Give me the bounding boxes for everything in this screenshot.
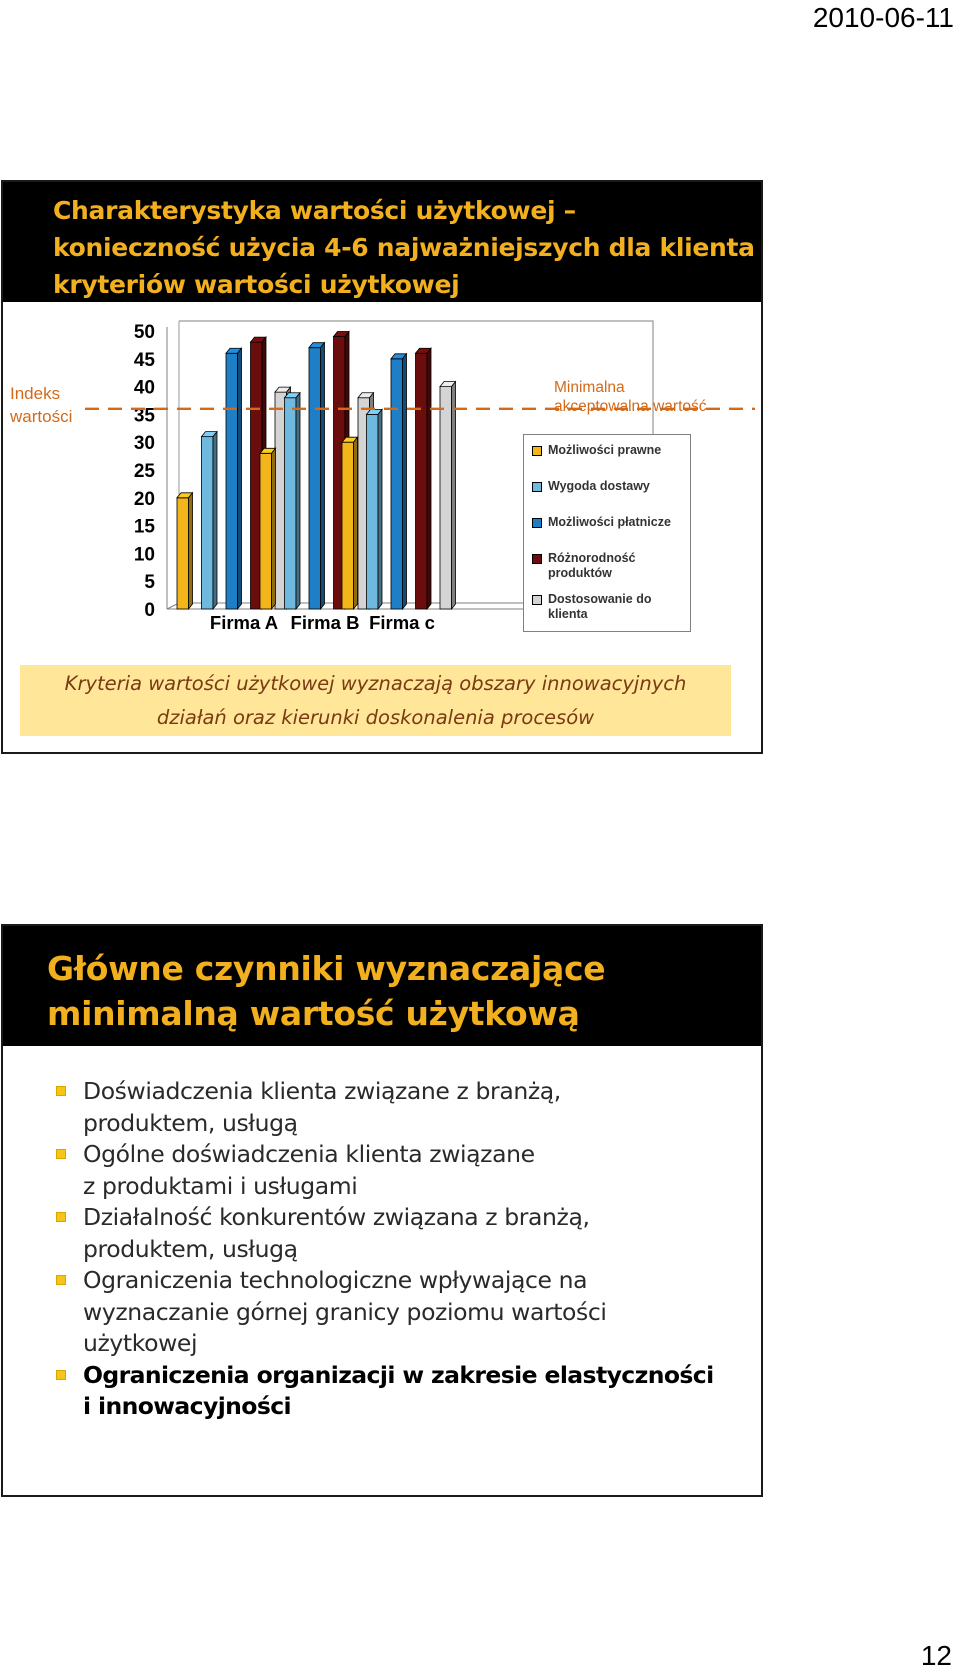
slide-value-characteristics bbox=[1, 180, 763, 754]
min-label-line: Minimalna bbox=[554, 379, 625, 396]
bullet-line: produktem, usługą bbox=[83, 1234, 298, 1263]
legend-item bbox=[532, 479, 650, 494]
legend-label bbox=[548, 515, 671, 530]
legend-label-line: Możliwości płatnicze bbox=[548, 515, 671, 529]
bar-side bbox=[452, 382, 456, 609]
bullet-line: i innowacyjności bbox=[83, 1392, 292, 1420]
y-tick-label: 35 bbox=[133, 405, 155, 427]
legend-label-line: Dostosowanie do bbox=[548, 592, 652, 606]
bar-front bbox=[440, 387, 452, 609]
legend-label-line: klienta bbox=[548, 607, 588, 621]
legend-label bbox=[548, 479, 650, 494]
caption-line: działań oraz kierunki doskonalenia procesów bbox=[156, 706, 595, 729]
bullet-square-icon bbox=[56, 1212, 66, 1222]
bar-front bbox=[391, 359, 403, 609]
bullet-line: Ogólne doświadczenia klienta związane bbox=[83, 1140, 535, 1168]
legend-label bbox=[548, 551, 636, 581]
bullet-item bbox=[3, 1360, 761, 1423]
bar-front bbox=[342, 442, 354, 609]
bullet-item bbox=[3, 1076, 761, 1139]
legend-label-line: Wygoda dostawy bbox=[548, 479, 650, 493]
bar-side bbox=[403, 354, 407, 609]
caption-line: Kryteria wartości użytkowej wyznaczają obszary innowacyjnych bbox=[64, 672, 687, 695]
x-category-label: Firma c bbox=[369, 612, 435, 632]
bar-side bbox=[378, 409, 382, 609]
index-label-line: wartości bbox=[10, 407, 73, 426]
bullet-list bbox=[3, 1076, 761, 1423]
y-tick-label: 25 bbox=[133, 461, 155, 482]
bar-front bbox=[177, 498, 189, 609]
bullet-square-icon bbox=[56, 1275, 66, 1285]
y-tick-label: 0 bbox=[144, 600, 155, 621]
y-tick-label: 10 bbox=[133, 544, 155, 566]
slide-title-line: kryteriów wartości użytkowej bbox=[53, 270, 460, 299]
min-label-line: akceptowalna wartość bbox=[554, 398, 707, 415]
bar-front bbox=[367, 414, 379, 609]
y-tick-label: 30 bbox=[133, 433, 155, 455]
slide-title-line: minimalną wartość użytkową bbox=[47, 994, 580, 1033]
bullet-square-icon bbox=[56, 1149, 66, 1159]
legend-item bbox=[532, 551, 636, 581]
legend-swatch bbox=[532, 518, 542, 528]
legend-label-line: produktów bbox=[548, 566, 612, 580]
bullet-item bbox=[3, 1202, 761, 1265]
y-tick-label: 20 bbox=[133, 488, 155, 510]
bar-side bbox=[272, 448, 276, 609]
bar-chart bbox=[3, 302, 761, 632]
legend-swatch bbox=[532, 595, 542, 605]
bar-side bbox=[189, 493, 193, 609]
y-tick-label: 15 bbox=[133, 516, 155, 538]
y-tick-label: 50 bbox=[133, 322, 155, 343]
index-label-line: Indeks bbox=[10, 384, 61, 403]
bullet-line: Ograniczenia technologiczne wpływające na bbox=[83, 1266, 588, 1294]
bar-side bbox=[427, 348, 431, 609]
page-number: 12 bbox=[920, 1640, 952, 1671]
legend-item bbox=[532, 443, 661, 458]
chart-caption bbox=[20, 665, 731, 736]
bullet-line: Doświadczenia klienta związane z branżą, bbox=[83, 1077, 561, 1105]
bullet-line: produktem, usługą bbox=[83, 1108, 298, 1137]
legend-label-line: Możliwości prawne bbox=[548, 443, 662, 457]
bullet-item bbox=[3, 1265, 761, 1360]
bullet-line: wyznaczanie górnej granicy poziomu wartości bbox=[83, 1297, 607, 1326]
bullet-line: z produktami i usługami bbox=[83, 1171, 358, 1200]
bar-side bbox=[238, 348, 242, 609]
y-tick-label: 5 bbox=[144, 572, 155, 594]
x-category-label: Firma A bbox=[209, 612, 279, 632]
date-stamp: 2010-06-11 bbox=[812, 2, 954, 33]
x-category-label: Firma B bbox=[290, 612, 360, 632]
legend-label-line: Różnorodność bbox=[548, 551, 636, 565]
bullet-line: Działalność konkurentów związana z branżą, bbox=[83, 1203, 590, 1231]
bar-front bbox=[309, 348, 321, 609]
slide-title-line: Główne czynniki wyznaczające bbox=[47, 949, 606, 988]
bar-front bbox=[260, 453, 272, 609]
slide-title bbox=[3, 926, 761, 1046]
bar-side bbox=[354, 437, 358, 609]
bar-side bbox=[213, 432, 217, 609]
legend-swatch bbox=[532, 482, 542, 492]
bar-front bbox=[416, 353, 428, 609]
legend-label bbox=[548, 592, 651, 622]
y-tick-label: 45 bbox=[133, 349, 155, 371]
bullet-line: użytkowej bbox=[83, 1329, 198, 1357]
slide-title bbox=[3, 182, 761, 302]
bar-side bbox=[296, 393, 300, 609]
bar-front bbox=[202, 437, 214, 609]
legend-swatch bbox=[532, 446, 542, 456]
y-tick-label: 40 bbox=[133, 377, 155, 399]
legend-item bbox=[532, 515, 671, 530]
bar-front bbox=[226, 353, 238, 609]
slide-title-line: Charakterystyka wartości użytkowej – bbox=[53, 196, 576, 225]
legend-label bbox=[548, 443, 661, 458]
bar-side bbox=[321, 343, 325, 609]
bullet-line: Ograniczenia organizacji w zakresie elastyczności bbox=[83, 1360, 714, 1389]
legend-item bbox=[532, 592, 651, 622]
legend-swatch bbox=[532, 554, 542, 564]
bullet-square-icon bbox=[56, 1086, 66, 1096]
bullet-square-icon bbox=[56, 1370, 66, 1380]
chart-legend bbox=[523, 434, 691, 632]
slide-main-factors bbox=[1, 924, 763, 1497]
bar-front bbox=[285, 398, 297, 609]
slide-title-line: konieczność użycia 4-6 najważniejszych dla klienta bbox=[53, 233, 755, 262]
bullet-item bbox=[3, 1139, 761, 1202]
